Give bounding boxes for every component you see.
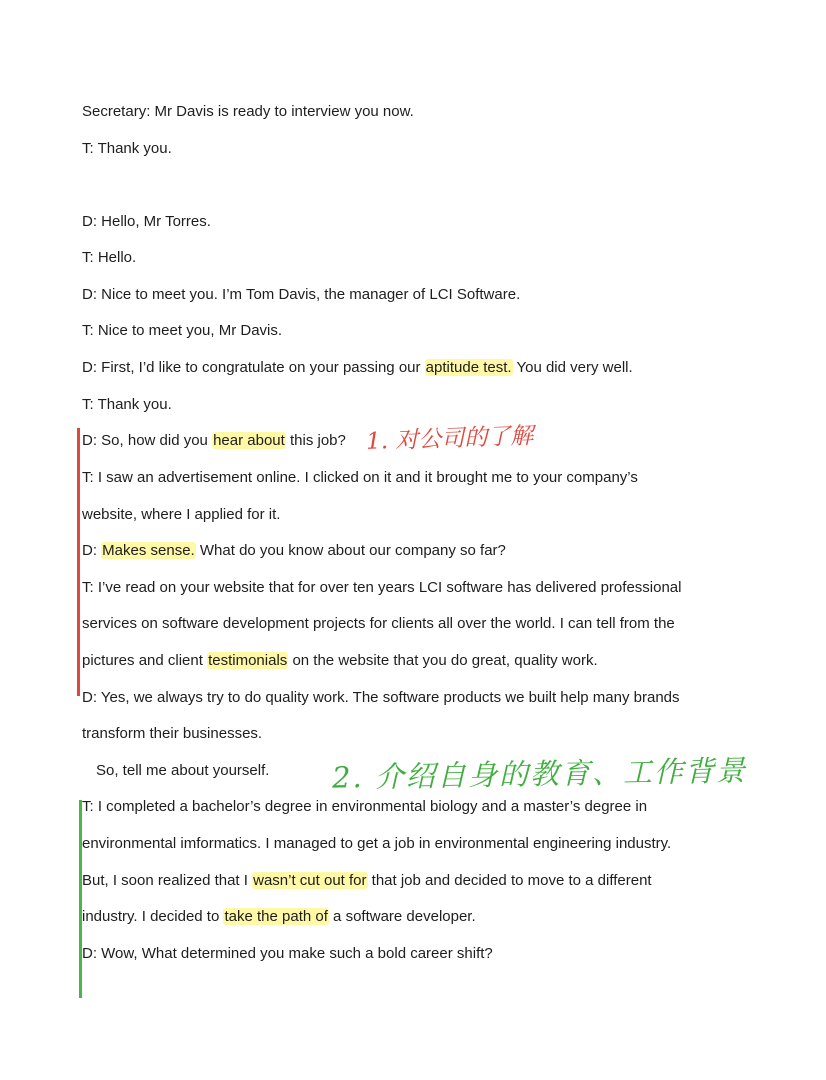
line-text: What do you know about our company so far? [195, 542, 506, 559]
highlight-testimonials: testimonials [208, 652, 288, 669]
dialogue-line: services on software development projects for clients all over the world. I can tell from the [82, 615, 675, 632]
dialogue-line [82, 541, 506, 561]
dialogue-line: T: I’ve read on your website that for over ten years LCI software has delivered professional [82, 579, 682, 596]
line-text: a software developer. [328, 908, 476, 925]
dialogue-line [82, 431, 346, 451]
highlight-wasnt-cut-out-for: wasn’t cut out for [253, 872, 367, 889]
highlight-hear-about: hear about [213, 432, 285, 449]
dialogue-line: website, where I applied for it. [82, 506, 281, 523]
dialogue-line: environmental imformatics. I managed to get a job in environmental engineering industry. [82, 835, 672, 852]
line-text: D: [82, 542, 102, 559]
dialogue-line: Secretary: Mr Davis is ready to interview you now. [82, 103, 414, 120]
dialogue-line: T: Hello. [82, 249, 137, 266]
green-margin-bar [79, 800, 82, 998]
line-text: pictures and client [82, 652, 208, 669]
dialogue-line: T: I completed a bachelor’s degree in environmental biology and a master’s degree in [82, 798, 648, 815]
highlight-aptitude-test: aptitude test. [425, 359, 512, 376]
line-text: industry. I decided to [82, 908, 224, 925]
highlight-take-the-path-of: take the path of [224, 908, 328, 925]
dialogue-line [82, 871, 652, 891]
dialogue-line [82, 907, 476, 927]
line-text: on the website that you do great, quality work. [288, 652, 598, 669]
dialogue-line: T: Thank you. [82, 140, 172, 157]
highlight-makes-sense: Makes sense. [102, 542, 195, 559]
dialogue-line: D: Hello, Mr Torres. [82, 213, 211, 230]
dialogue-line [82, 358, 633, 378]
dialogue-line [82, 651, 598, 671]
line-text: But, I soon realized that I [82, 872, 253, 889]
line-text: D: First, I’d like to congratulate on your passing our [82, 359, 425, 376]
line-text: You did very well. [512, 359, 633, 376]
handwritten-note-green: 2. 介绍自身的教育、工作背景 [331, 753, 748, 795]
handwritten-note-red: 1. 对公司的了解 [365, 423, 534, 455]
line-text: D: So, how did you [82, 432, 213, 449]
red-margin-bar [77, 428, 80, 696]
dialogue-line: transform their businesses. [82, 725, 263, 742]
dialogue-line: D: Nice to meet you. I’m Tom Davis, the manager of LCI Software. [82, 286, 521, 303]
dialogue-line: T: I saw an advertisement online. I clicked on it and it brought me to your company’s [82, 469, 638, 486]
dialogue-line: D: Yes, we always try to do quality work. The software products we built help many brands [82, 689, 680, 706]
dialogue-line: T: Thank you. [82, 396, 172, 413]
line-text: that job and decided to move to a different [367, 872, 652, 889]
dialogue-line: D: Wow, What determined you make such a bold career shift? [82, 945, 493, 962]
dialogue-line: T: Nice to meet you, Mr Davis. [82, 322, 283, 339]
line-text: this job? [285, 432, 346, 449]
dialogue-line: So, tell me about yourself. [96, 762, 270, 779]
